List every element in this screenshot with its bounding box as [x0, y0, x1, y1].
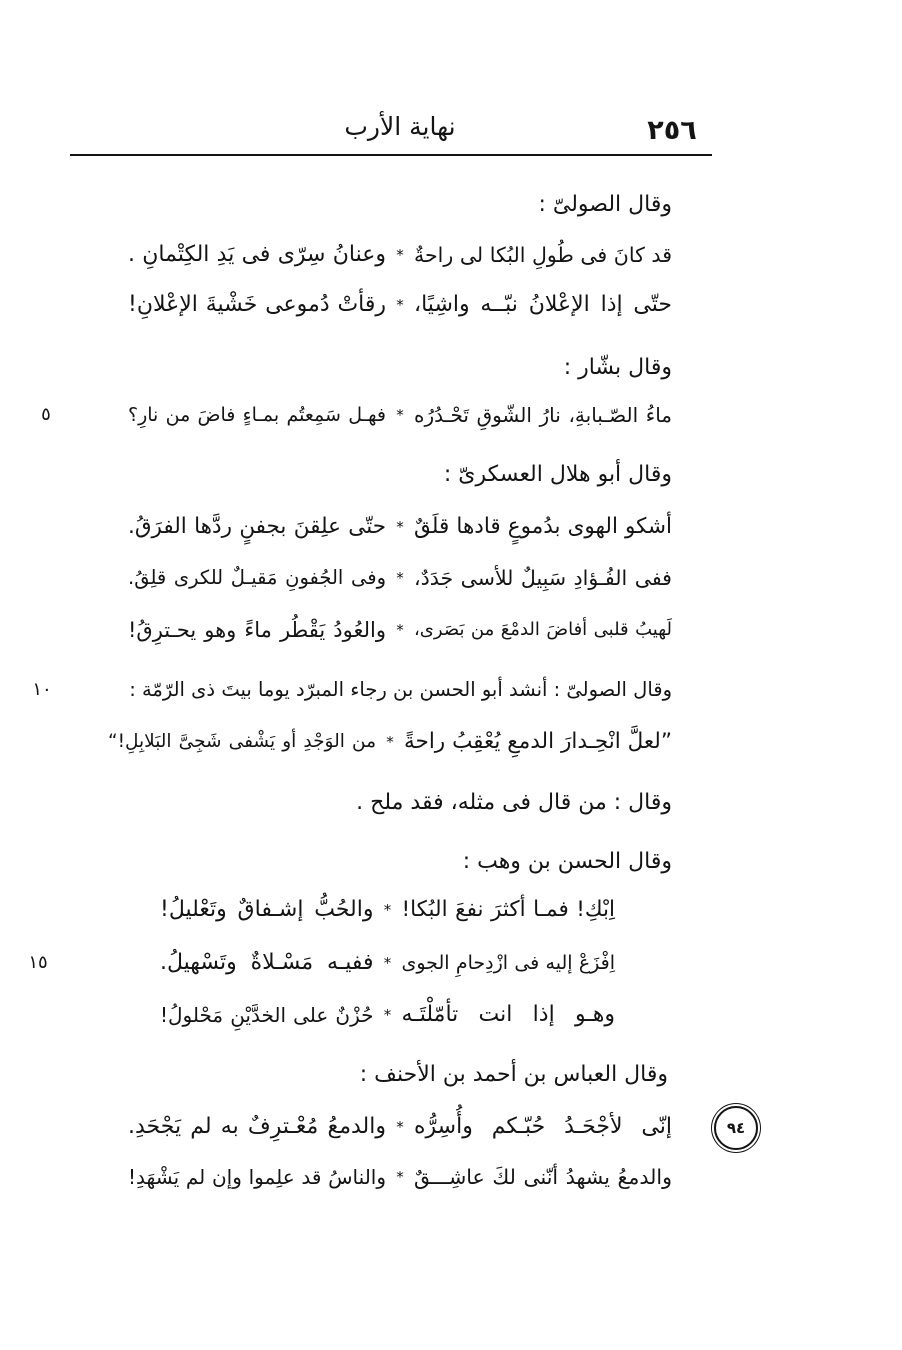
- verse-first-hemistich: [414, 607, 672, 653]
- margin-line-number: ١٥: [28, 952, 48, 973]
- verse-second-hemistich: [128, 555, 386, 601]
- verse-second-hemistich: [160, 992, 374, 1038]
- margin-line-number: ١٠: [32, 679, 52, 700]
- hemistich-text: والدمعُ مُعْـترِفٌ به لم يَجْحَدِ.: [128, 1114, 386, 1139]
- hemistich-text: وفى الجُفونِ مَقيـلٌ للكرى قلِقُ.: [128, 566, 386, 589]
- hemistich-text: اِفْزَعْ إليه فى ازْدِحامِ الجوى: [401, 952, 615, 974]
- verse-first-hemistich: [414, 282, 672, 328]
- verse-line: [128, 232, 672, 278]
- speaker-line: [128, 839, 672, 885]
- verse-first-hemistich: [414, 392, 672, 438]
- hemistich-text: قد كانَ فى طُولِ البُكا لى راحةٌ: [414, 243, 672, 267]
- hemistich-text: إنّى لأجْحَـدُ حُبّـكم وأُسِرُّه: [414, 1114, 672, 1139]
- hemistich-text: اِبْكِ! فمـا أكثرَ نفعَ البُكا!: [401, 897, 615, 922]
- hemistich-text: من الوَجْدِ أو يَشْفى شَجِىَّ البَلابِلِ!“: [108, 731, 376, 752]
- verse-line: [160, 887, 615, 933]
- hemistich-text: رقأتْ دُموعى خَشْيةَ الإعْلانِ!: [128, 292, 386, 317]
- speaker-text: وقال بشّار :: [563, 355, 672, 380]
- verse-second-hemistich: [128, 607, 386, 653]
- speaker-line: [128, 1052, 668, 1098]
- page-number: ٢٥٦: [647, 115, 697, 146]
- hemistich-text: حتّى علِقنَ بجفنٍ ردَّها الفرَقُ.: [128, 514, 386, 539]
- verse-second-hemistich: [108, 719, 376, 765]
- hemistich-text: ففى الفُـؤادِ سَبِيلٌ للأسى جَدَدٌ،: [414, 566, 672, 590]
- running-title: نهاية الأرب: [344, 112, 456, 141]
- speaker-line: [128, 452, 672, 498]
- speaker-text: وقال أبو هلال العسكرىّ :: [443, 462, 672, 487]
- verse-separator: *: [386, 733, 394, 751]
- verse-separator: *: [396, 1168, 404, 1186]
- hemistich-text: وعنانُ سِرّى فى يَدِ الكِتْمانِ .: [128, 242, 386, 267]
- hemistich-text: وهـو إذا انت تأمّلْتَـه: [401, 1002, 615, 1027]
- verse-second-hemistich: [160, 940, 374, 986]
- speaker-text: وقال الصولىّ : أنشد أبو الحسن بن رجاء المبرّد يوما بيتَ ذى الرّمّة :: [129, 678, 672, 701]
- speaker-text: وقال الحسن بن وهب :: [462, 849, 672, 874]
- hemistich-text: أشكو الهوى بدُموعٍ قادها قلَقٌ: [414, 514, 672, 539]
- speaker-line: [128, 667, 672, 713]
- hemistich-text: حُزْنٌ على الخدَّيْنِ مَحْلولُ!: [160, 1003, 374, 1027]
- verse-first-hemistich: [402, 940, 616, 986]
- verse-second-hemistich: [128, 1104, 386, 1150]
- verse-line: [128, 1154, 672, 1200]
- verse-second-hemistich: [128, 504, 386, 550]
- verse-separator: *: [396, 246, 404, 264]
- hemistich-text: والحُبُّ إشـفاقٌ وتَعْليلُ!: [160, 897, 374, 922]
- hemistich-text: ففيـه مَسْـلاةٌ وتَسْهيلُ.: [160, 950, 374, 975]
- hemistich-text: والعُودُ يَقْطُر ماءً وهو يحـترِقُ!: [128, 618, 386, 642]
- verse-second-hemistich: [160, 887, 374, 933]
- speaker-text: وقال الصولىّ :: [538, 192, 672, 217]
- verse-line: [128, 282, 672, 328]
- hemistich-text: والدمعُ يشهدُ أنّنى لكَ عاشِـــقٌ: [414, 1165, 672, 1189]
- verse-first-hemistich: [414, 555, 672, 601]
- hemistich-text: ماءُ الصّـبابةِ، نارُ الشّوقِ تَحْـدُرُه: [414, 403, 672, 427]
- verse-first-hemistich: [414, 1104, 672, 1150]
- hemistich-text: ”لعلَّ انْحِـدارَ الدمعِ يُعْقِبُ راحةً: [404, 729, 672, 754]
- verse-line: [128, 555, 672, 601]
- speaker-text: وقال العباس بن أحمد بن الأحنف :: [359, 1062, 668, 1087]
- verse-line: [128, 607, 672, 653]
- verse-separator: *: [396, 518, 404, 536]
- verse-first-hemistich: [414, 1154, 672, 1200]
- verse-first-hemistich: [414, 504, 672, 550]
- speaker-line: [128, 182, 672, 228]
- verse-second-hemistich: [128, 1154, 386, 1200]
- verse-separator: *: [396, 1118, 404, 1136]
- verse-separator: *: [396, 406, 404, 424]
- speaker-line: [128, 780, 672, 826]
- verse-second-hemistich: [128, 392, 386, 438]
- verse-separator: *: [396, 621, 404, 639]
- verse-separator: *: [396, 569, 404, 587]
- verse-separator: *: [383, 1006, 392, 1024]
- hemistich-text: فهـل سَمِعتُم بمـاءٍ فاضَ من نارِ؟: [128, 404, 386, 426]
- verse-first-hemistich: [402, 992, 616, 1038]
- verse-separator: *: [396, 296, 404, 314]
- hemistich-text: والناسُ قد علِموا وإن لم يَشْهَدِ!: [128, 1165, 386, 1189]
- verse-line: [128, 504, 672, 550]
- verse-first-hemistich: [402, 887, 616, 933]
- verse-line: [128, 1104, 672, 1150]
- hemistich-text: لَهيبُ قلبى أفاضَ الدمْعَ من بَصَرى،: [414, 619, 672, 640]
- verse-line: [160, 940, 615, 986]
- verse-second-hemistich: [128, 232, 386, 278]
- speaker-line: [128, 345, 672, 391]
- verse-first-hemistich: [404, 719, 672, 765]
- speaker-text: وقال : من قال فى مثله، فقد ملح .: [356, 790, 672, 815]
- verse-line: [128, 392, 672, 438]
- verse-second-hemistich: [128, 282, 386, 328]
- verse-first-hemistich: [414, 232, 672, 278]
- verse-line: [108, 719, 672, 765]
- marginal-folio-mark: ٩٤: [714, 1106, 758, 1150]
- verse-separator: *: [383, 901, 392, 919]
- header-rule: [70, 154, 712, 156]
- verse-separator: *: [383, 954, 392, 972]
- hemistich-text: حتّى إذا الإعْلانُ نبّــه واشِيًا،: [414, 292, 672, 317]
- margin-line-number: ٥: [41, 404, 51, 425]
- verse-line: [160, 992, 615, 1038]
